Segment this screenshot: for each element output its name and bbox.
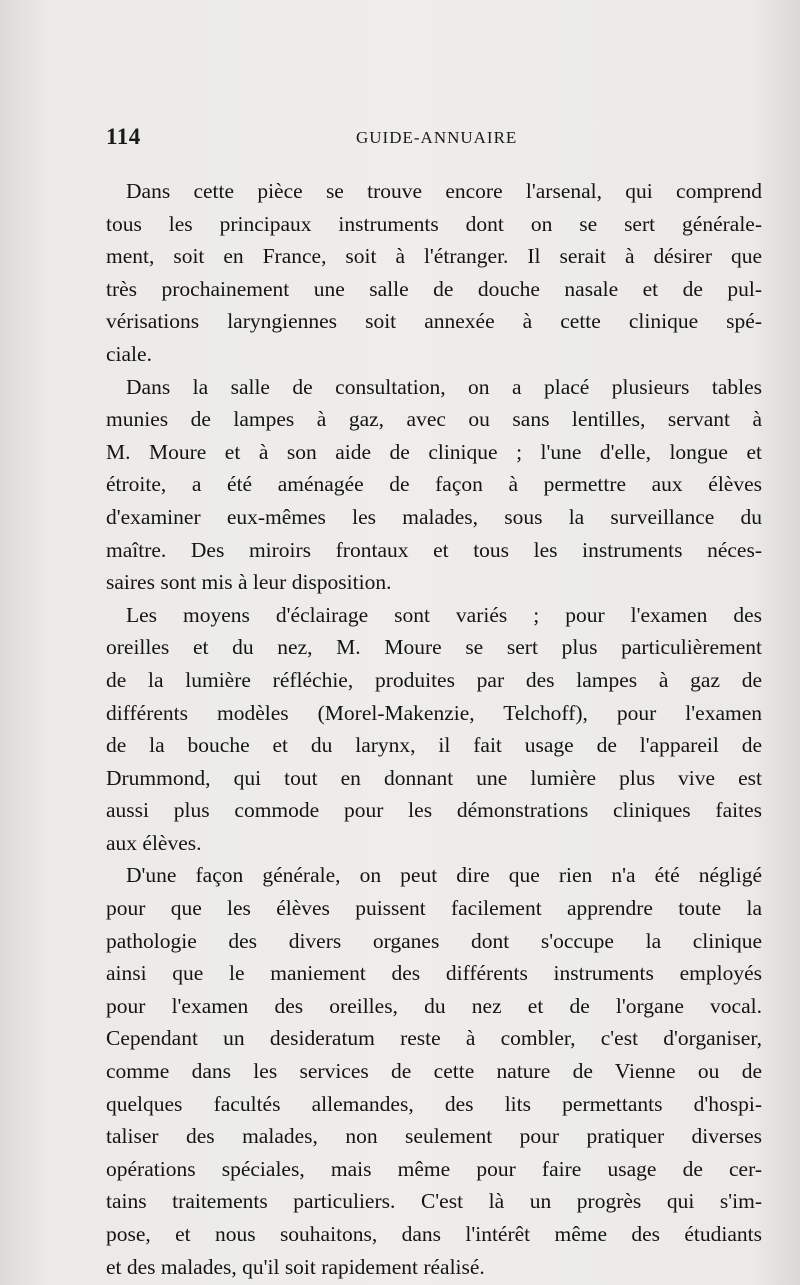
- text-line: ment, soit en France, soit à l'étranger. Il serait à désirer que: [106, 244, 762, 269]
- text-line: maître. Des miroirs frontaux et tous les instruments néces-: [106, 537, 762, 562]
- text-line: pathologie des divers organes dont s'occupe la clinique: [106, 928, 762, 953]
- text-line: saires sont mis à leur disposition.: [106, 570, 392, 595]
- text-line: pour l'examen des oreilles, du nez et de l'organe vocal.: [106, 993, 762, 1018]
- text-line: D'une façon générale, on peut dire que rien n'a été négligé: [126, 863, 762, 888]
- text-line: aux élèves.: [106, 830, 202, 855]
- page-number: 114: [106, 124, 141, 149]
- text-line: quelques facultés allemandes, des lits permettants d'hospi-: [106, 1091, 762, 1116]
- text-line: Cependant un desideratum reste à combler, c'est d'organiser,: [106, 1026, 762, 1051]
- text-line: et des malades, qu'il soit rapidement réalisé.: [106, 1254, 485, 1279]
- text-line: munies de lampes à gaz, avec ou sans lentilles, servant à: [106, 407, 762, 432]
- body-text: [106, 175, 762, 1283]
- running-head: GUIDE-ANNUAIRE: [356, 128, 518, 147]
- text-line: M. Moure et à son aide de clinique ; l'une d'elle, longue et: [106, 439, 762, 464]
- text-line: ciale.: [106, 341, 152, 366]
- text-line: comme dans les services de cette nature de Vienne ou de: [106, 1059, 762, 1084]
- text-line: d'examiner eux-mêmes les malades, sous la surveillance du: [106, 504, 762, 529]
- text-line: de la bouche et du larynx, il fait usage de l'appareil de: [106, 733, 762, 758]
- text-line: oreilles et du nez, M. Moure se sert plus particulièrement: [106, 635, 762, 660]
- text-line: aussi plus commode pour les démonstrations cliniques faites: [106, 798, 762, 823]
- text-line: opérations spéciales, mais même pour faire usage de cer-: [106, 1156, 762, 1181]
- text-line: vérisations laryngiennes soit annexée à cette clinique spé-: [106, 309, 762, 334]
- text-line: Dans cette pièce se trouve encore l'arsenal, qui comprend: [126, 179, 762, 203]
- text-line: tains traitements particuliers. C'est là un progrès qui s'im-: [106, 1189, 762, 1214]
- text-line: de la lumière réfléchie, produites par des lampes à gaz de: [106, 667, 762, 692]
- text-line: différents modèles (Morel-Makenzie, Telchoff), pour l'examen: [106, 700, 762, 725]
- text-line: ainsi que le maniement des différents instruments employés: [106, 961, 762, 986]
- page-header: [106, 124, 761, 154]
- text-line: pour que les élèves puissent facilement apprendre toute la: [106, 896, 762, 921]
- text-line: Les moyens d'éclairage sont variés ; pour l'examen des: [126, 602, 762, 627]
- text-line: taliser des malades, non seulement pour pratiquer diverses: [106, 1124, 762, 1149]
- text-line: tous les principaux instruments dont on se sert générale-: [106, 211, 762, 236]
- text-line: pose, et nous souhaitons, dans l'intérêt même des étudiants: [106, 1222, 762, 1246]
- text-line: Dans la salle de consultation, on a placé plusieurs tables: [126, 374, 762, 399]
- text-line: très prochainement une salle de douche nasale et de pul-: [106, 276, 762, 301]
- text-line: étroite, a été aménagée de façon à permettre aux élèves: [106, 472, 762, 497]
- text-line: Drummond, qui tout en donnant une lumière plus vive est: [106, 765, 762, 790]
